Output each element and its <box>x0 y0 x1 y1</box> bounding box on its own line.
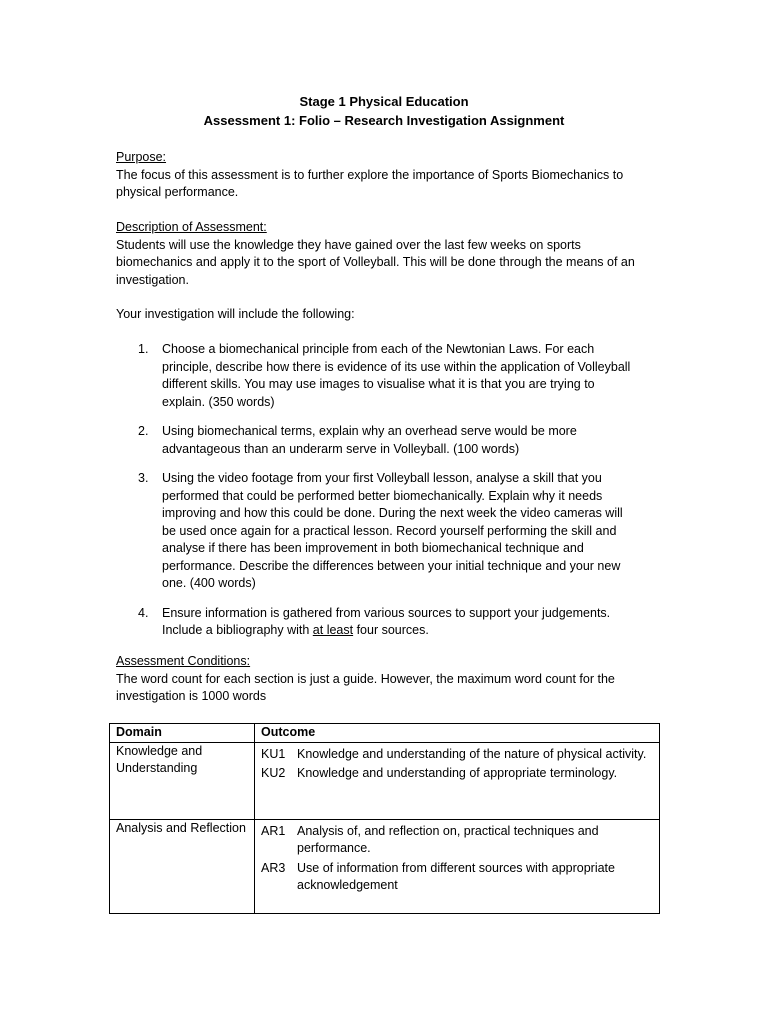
description-heading: Description of Assessment: <box>116 220 267 234</box>
outcome-text: Use of information from different sources with appropriate acknowledgement <box>297 860 615 892</box>
list-item-text: Using biomechanical terms, explain why an overhead serve would be more advantageous than an underarm serve in Volleyball. (100 words) <box>162 424 577 456</box>
outcome-code: AR3 <box>261 860 286 875</box>
outcome-item <box>261 765 653 783</box>
outcome-item <box>261 823 653 858</box>
list-item-number: 2. <box>138 424 149 438</box>
domain-cell: Analysis and Reflection <box>110 819 255 913</box>
outcome-code: KU2 <box>261 766 286 780</box>
course-title: Stage 1 Physical Education <box>299 94 469 109</box>
table-row <box>110 819 660 913</box>
list-item-number: 4. <box>138 605 149 620</box>
conditions-text: The word count for each section is just a guide. However, the maximum word count for the investigation is 1000 words <box>116 671 615 703</box>
intro-text: Your investigation will include the following: <box>116 307 355 321</box>
purpose-heading: Purpose: <box>116 150 167 164</box>
list-item-text-part: four sources. <box>353 623 429 637</box>
column-header-outcome: Outcome <box>255 724 660 743</box>
list-item-number: 1. <box>138 342 149 356</box>
purpose-section <box>116 149 656 202</box>
description-text: Students will use the knowledge they have gained over the last few weeks on sports biomechanics and apply it to the sport of Volleyball. This will be done through the means of an investigation. <box>116 237 635 287</box>
column-header-domain: Domain <box>110 724 255 743</box>
list-item-text: Using the video footage from your first Volleyball lesson, analyse a skill that you performed that could be performed better biomechanically. Explain why it needs improving and how this could be done. During the next week the video cameras will be used once again for a practical lesson. Record yourself performing the skill and analyse if there has been improvement in both biomechanical technique and performance. Describe the differences between your initial technique and your new one. (400 words) <box>162 471 623 590</box>
list-item-text: Choose a biomechanical principle from each of the Newtonian Laws. For each principle, describe how there is evidence of its use within the application of Volleyball different skills. You may use images to visualise what it is that you are trying to explain. (350 words) <box>162 342 631 409</box>
outcome-code: AR1 <box>261 823 286 838</box>
table-row <box>110 742 660 819</box>
description-section <box>116 219 656 289</box>
list-item-text <box>162 606 610 638</box>
list-item <box>116 423 636 458</box>
outcome-cell <box>255 742 660 819</box>
conditions-heading: Assessment Conditions: <box>116 654 251 668</box>
list-item <box>116 470 636 593</box>
outcome-text: Knowledge and understanding of the nature of physical activity. <box>297 746 647 761</box>
purpose-text: The focus of this assessment is to further explore the importance of Sports Biomechanics to physical performance. <box>116 167 624 199</box>
assessment-title: Assessment 1: Folio – Research Investigation Assignment <box>203 113 565 128</box>
list-item <box>116 605 636 640</box>
outcome-cell <box>255 819 660 913</box>
outcomes-table <box>109 723 660 914</box>
table-header-row <box>110 724 660 743</box>
list-item <box>116 341 636 411</box>
outcome-code: KU1 <box>261 746 286 761</box>
underlined-emphasis: at least <box>312 623 354 637</box>
outcome-text: Analysis of, and reflection on, practical techniques and performance. <box>297 823 599 855</box>
requirements-list <box>116 341 636 652</box>
conditions-section <box>116 653 656 706</box>
outcome-text: Knowledge and understanding of appropriate terminology. <box>297 766 618 780</box>
list-item-number: 3. <box>138 471 149 485</box>
list-item-text-part: Ensure information is gathered from various sources to support your judgements. Include a bibliography with <box>162 605 611 637</box>
domain-cell: Knowledge and Understanding <box>110 742 255 819</box>
outcome-item <box>261 860 653 895</box>
outcome-item <box>261 746 653 764</box>
